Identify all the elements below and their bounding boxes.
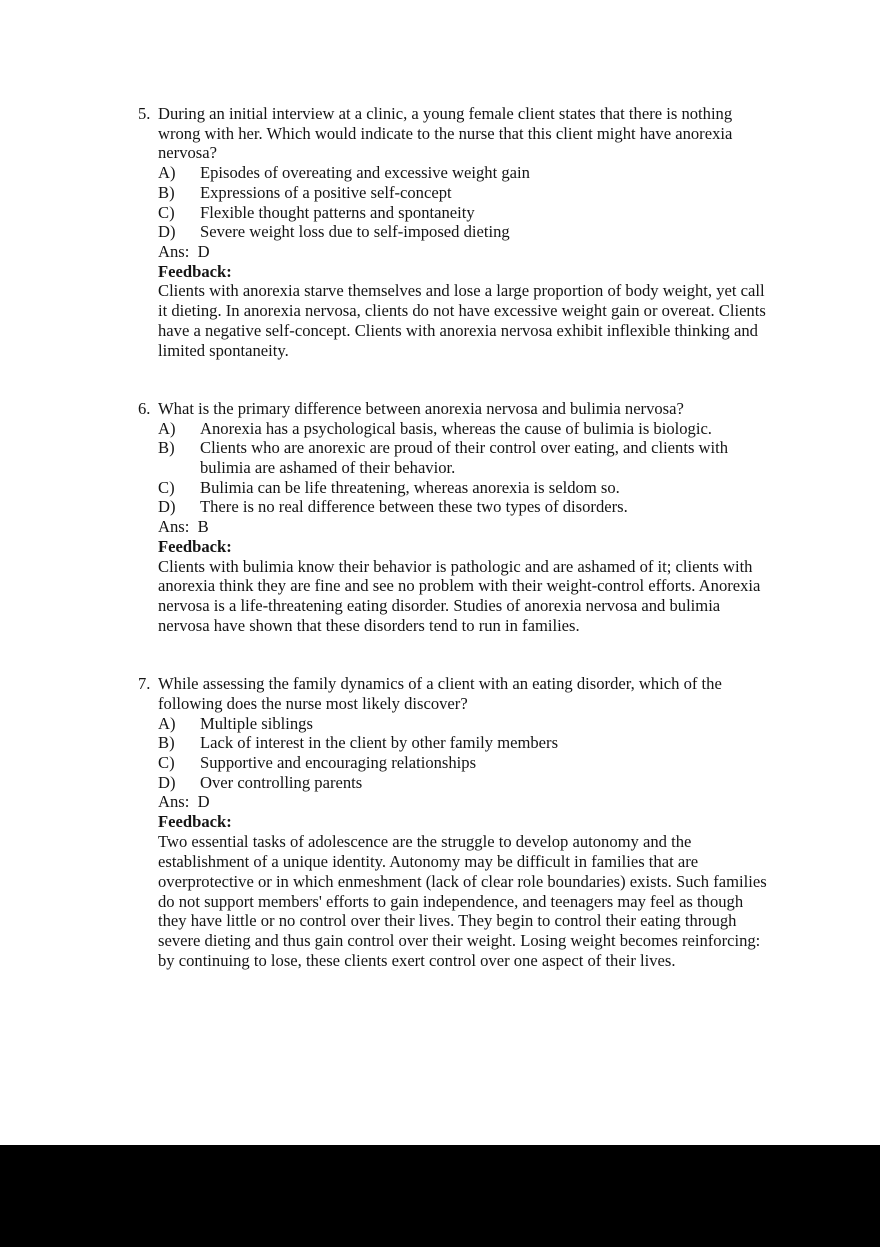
option-text: Clients who are anorexic are proud of their control over eating, and clients with bulimia are ashamed of their behavior. [200, 438, 729, 478]
question-stem-text: During an initial interview at a clinic, a young female client states that there is nothing wrong with her. Which would indicate to the nurse that this client might have anorexia nervosa? [158, 104, 733, 163]
option-letter: C) [158, 202, 175, 222]
option-text: There is no real difference between these two types of disorders. [200, 497, 628, 517]
option-letter: B) [158, 733, 175, 753]
option-item[interactable] [138, 497, 778, 517]
option-item[interactable] [138, 733, 778, 753]
option-text: Episodes of overeating and excessive weight gain [200, 163, 530, 183]
question-number: 5. [138, 104, 151, 123]
option-letter: A) [158, 418, 176, 438]
option-text: Lack of interest in the client by other family members [200, 733, 559, 753]
option-item[interactable] [138, 714, 778, 734]
scan-bottom-black-bar [0, 1145, 880, 1247]
option-text: Supportive and encouraging relationships [200, 753, 477, 773]
option-item[interactable] [138, 753, 778, 773]
question-block [138, 104, 778, 361]
option-letter: D) [158, 497, 176, 517]
question-stem-text: What is the primary difference between anorexia nervosa and bulimia nervosa? [158, 398, 684, 418]
option-letter: D) [158, 222, 176, 242]
option-text: Anorexia has a psychological basis, whereas the cause of bulimia is biologic. [200, 418, 712, 438]
option-item[interactable] [138, 478, 778, 498]
feedback-label: Feedback: [158, 812, 232, 832]
question-block [138, 399, 778, 636]
option-text: Over controlling parents [200, 772, 363, 792]
exam-content [138, 104, 778, 971]
option-item[interactable] [138, 203, 778, 223]
option-item[interactable] [138, 183, 778, 203]
option-letter: C) [158, 477, 175, 497]
option-list [138, 419, 778, 518]
question-number: 6. [138, 398, 151, 418]
question-stem [138, 104, 778, 163]
answer-line: Ans: B [158, 517, 209, 537]
option-item[interactable] [138, 438, 778, 477]
option-letter: B) [158, 182, 175, 202]
option-text: Multiple siblings [200, 713, 313, 733]
option-text: Severe weight loss due to self-imposed dieting [200, 222, 510, 242]
question-block [138, 674, 778, 971]
question-number: 7. [138, 674, 151, 694]
option-letter: A) [158, 163, 176, 183]
answer-line: Ans: D [158, 792, 210, 812]
answer-line: Ans: D [158, 241, 210, 261]
feedback-text: Two essential tasks of adolescence are the struggle to develop autonomy and the establishment of a unique identity. Autonomy may be difficult in families that are overprotective or in which enmeshment (lack of clear role boundaries) exists. Such families do not support members' efforts to gain independence, and teenagers may feel as though they have little or no control over their lives. They begin to control their eating through severe dieting and thus gain control over their weight. Losing weight becomes reinforcing: by continuing to lose, these clients exert control over one aspect of their lives. [158, 831, 767, 971]
option-list [138, 714, 778, 793]
feedback-label: Feedback: [158, 536, 232, 556]
option-item[interactable] [138, 163, 778, 183]
option-letter: D) [158, 772, 176, 792]
option-letter: B) [158, 438, 175, 458]
option-item[interactable] [138, 419, 778, 439]
option-text: Flexible thought patterns and spontaneity [200, 202, 475, 222]
option-text: Expressions of a positive self-concept [200, 182, 452, 202]
option-list [138, 163, 778, 242]
question-stem-text: While assessing the family dynamics of a client with an eating disorder, which of the following does the nurse most likely discover? [158, 674, 722, 713]
option-item[interactable] [138, 222, 778, 242]
option-item[interactable] [138, 773, 778, 793]
option-letter: C) [158, 753, 175, 773]
feedback-label: Feedback: [158, 261, 232, 281]
feedback-text: Clients with anorexia starve themselves and lose a large proportion of body weight, yet call it dieting. In anorexia nervosa, clients do not have excessive weight gain or overeat. Clients have a negative self-concept. Clients with anorexia nervosa exhibit inflexible thinking and limited spontaneity. [158, 281, 766, 361]
question-stem [138, 674, 778, 713]
option-letter: A) [158, 713, 176, 733]
option-text: Bulimia can be life threatening, whereas anorexia is seldom so. [200, 477, 620, 497]
feedback-text: Clients with bulimia know their behavior is pathologic and are ashamed of it; clients with anorexia think they are fine and see no problem with their weight-control efforts. Anorexia nervosa is a life-threatening eating disorder. Studies of anorexia nervosa and bulimia nervosa have shown that these disorders tend to run in families. [158, 556, 761, 636]
question-stem [138, 399, 778, 419]
